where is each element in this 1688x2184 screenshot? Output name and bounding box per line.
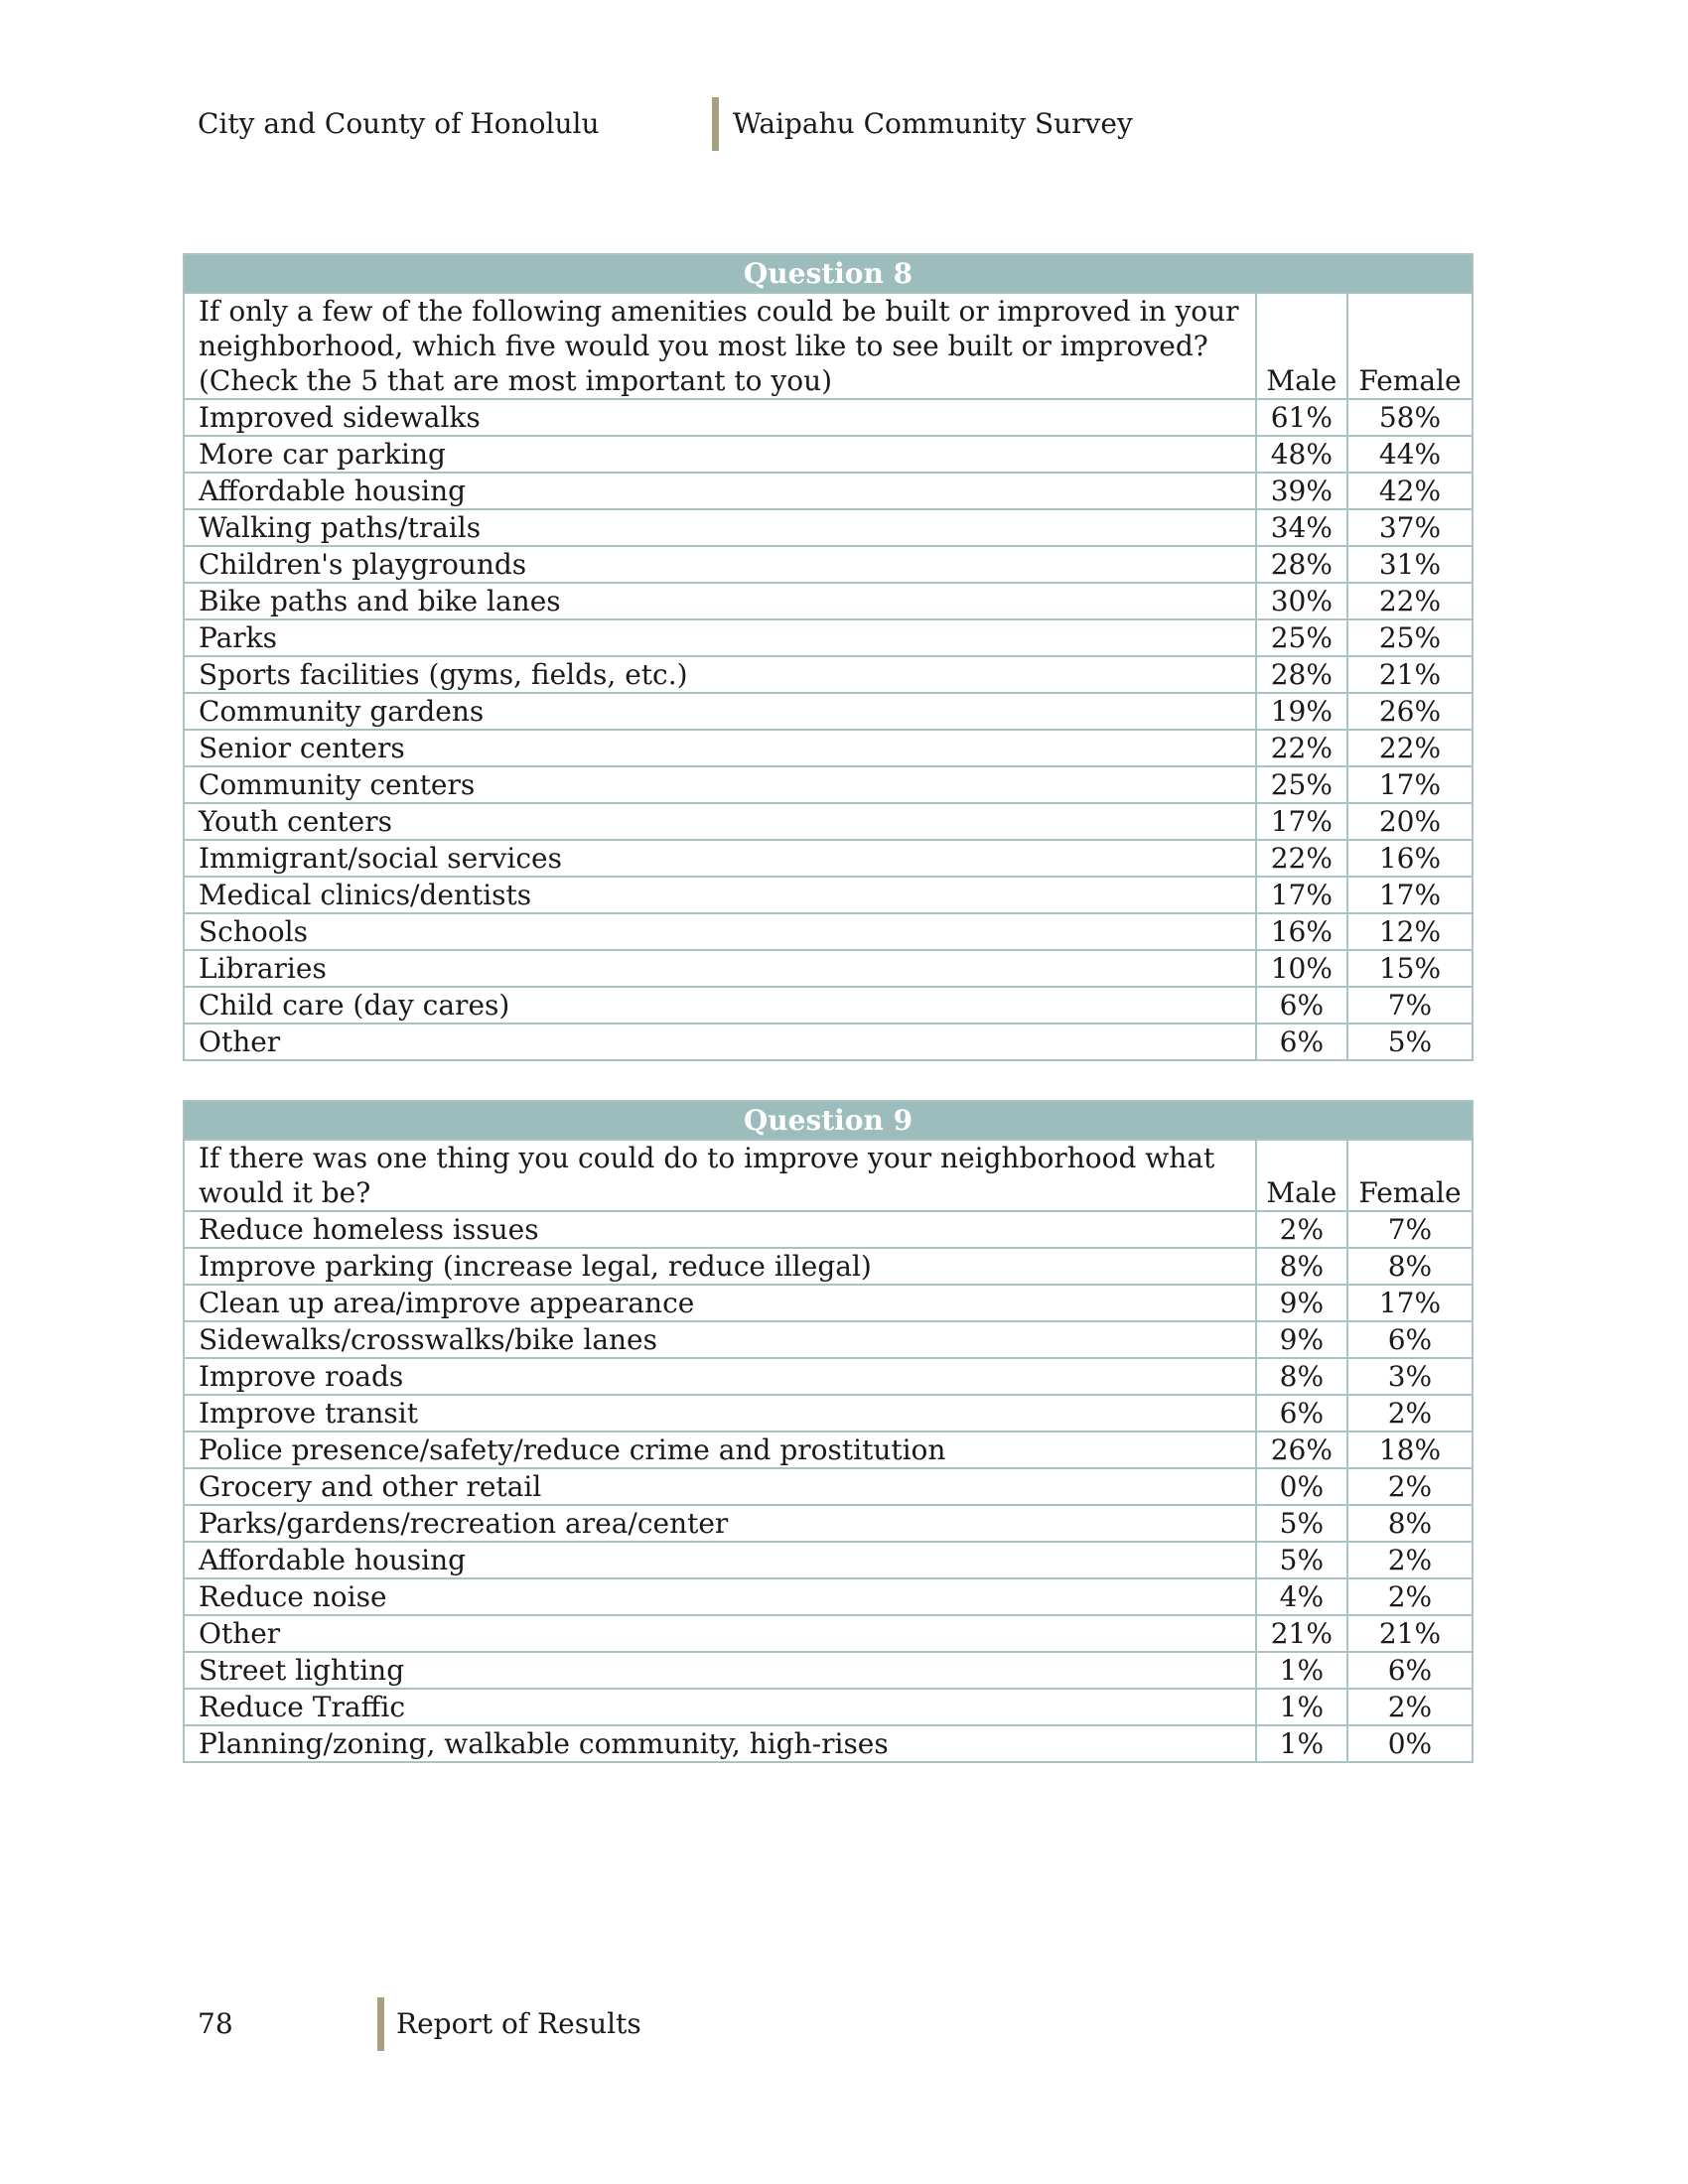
table-row [184, 1432, 1473, 1468]
table-row [184, 803, 1473, 840]
female-value: 21% [1347, 656, 1473, 693]
male-value: 22% [1256, 730, 1347, 766]
table-row [184, 950, 1473, 987]
row-label: Affordable housing [184, 473, 1256, 509]
table-row [184, 1725, 1473, 1762]
table-row [184, 1211, 1473, 1248]
female-value: 42% [1347, 473, 1473, 509]
female-value: 2% [1347, 1542, 1473, 1578]
row-label: Immigrant/social services [184, 840, 1256, 877]
page-number: 78 [198, 2007, 233, 2040]
female-value: 8% [1347, 1248, 1473, 1285]
row-label: Reduce Traffic [184, 1689, 1256, 1725]
row-label: Child care (day cares) [184, 987, 1256, 1024]
male-value: 6% [1256, 1024, 1347, 1060]
table-row [184, 913, 1473, 950]
footer-divider [377, 1997, 384, 2051]
table-row [184, 693, 1473, 730]
female-value: 22% [1347, 583, 1473, 619]
row-label: Children's playgrounds [184, 546, 1256, 583]
question-9-male-header: Male [1256, 1140, 1347, 1211]
table-row [184, 656, 1473, 693]
row-label: Libraries [184, 950, 1256, 987]
female-value: 2% [1347, 1395, 1473, 1432]
table-row [184, 509, 1473, 546]
male-value: 48% [1256, 436, 1347, 473]
female-value: 7% [1347, 1211, 1473, 1248]
table-row [184, 1358, 1473, 1395]
table-row [184, 1578, 1473, 1615]
male-value: 25% [1256, 619, 1347, 656]
male-value: 19% [1256, 693, 1347, 730]
question-9-header-row [184, 1140, 1473, 1211]
male-value: 5% [1256, 1542, 1347, 1578]
question-8-female-header: Female [1347, 293, 1473, 399]
table-row [184, 583, 1473, 619]
male-value: 8% [1256, 1358, 1347, 1395]
male-value: 9% [1256, 1321, 1347, 1358]
table-row [184, 1321, 1473, 1358]
male-value: 0% [1256, 1468, 1347, 1505]
male-value: 6% [1256, 987, 1347, 1024]
question-8-male-header: Male [1256, 293, 1347, 399]
row-label: Other [184, 1024, 1256, 1060]
male-value: 2% [1256, 1211, 1347, 1248]
male-value: 10% [1256, 950, 1347, 987]
row-label: Improve roads [184, 1358, 1256, 1395]
male-value: 16% [1256, 913, 1347, 950]
question-8-text: If only a few of the following amenities could be built or improved in your neighborhood, which five would you most like to see built or improved? (Check the 5 that are most important to you) [184, 293, 1256, 399]
header-document-title: Waipahu Community Survey [733, 107, 1133, 140]
male-value: 22% [1256, 840, 1347, 877]
female-value: 31% [1347, 546, 1473, 583]
female-value: 12% [1347, 913, 1473, 950]
male-value: 9% [1256, 1285, 1347, 1321]
table-row [184, 766, 1473, 803]
row-label: Planning/zoning, walkable community, high-rises [184, 1725, 1256, 1762]
male-value: 30% [1256, 583, 1347, 619]
row-label: More car parking [184, 436, 1256, 473]
female-value: 21% [1347, 1615, 1473, 1652]
question-9-text: If there was one thing you could do to improve your neighborhood what would it be? [184, 1140, 1256, 1211]
female-value: 17% [1347, 1285, 1473, 1321]
question-8-header-row [184, 293, 1473, 399]
row-label: Grocery and other retail [184, 1468, 1256, 1505]
female-value: 17% [1347, 877, 1473, 913]
table-row [184, 1248, 1473, 1285]
table-row [184, 1615, 1473, 1652]
table-row [184, 619, 1473, 656]
male-value: 17% [1256, 877, 1347, 913]
female-value: 0% [1347, 1725, 1473, 1762]
female-value: 16% [1347, 840, 1473, 877]
row-label: Other [184, 1615, 1256, 1652]
question-9-female-header: Female [1347, 1140, 1473, 1211]
table-row [184, 1285, 1473, 1321]
row-label: Senior centers [184, 730, 1256, 766]
row-label: Reduce homeless issues [184, 1211, 1256, 1248]
male-value: 39% [1256, 473, 1347, 509]
female-value: 18% [1347, 1432, 1473, 1468]
row-label: Police presence/safety/reduce crime and prostitution [184, 1432, 1256, 1468]
table-row [184, 1652, 1473, 1689]
male-value: 61% [1256, 399, 1347, 436]
male-value: 4% [1256, 1578, 1347, 1615]
table-row [184, 840, 1473, 877]
female-value: 58% [1347, 399, 1473, 436]
row-label: Bike paths and bike lanes [184, 583, 1256, 619]
row-label: Street lighting [184, 1652, 1256, 1689]
row-label: Schools [184, 913, 1256, 950]
question-9-title-row [184, 1101, 1473, 1140]
table-row [184, 1468, 1473, 1505]
female-value: 20% [1347, 803, 1473, 840]
male-value: 21% [1256, 1615, 1347, 1652]
row-label: Parks/gardens/recreation area/center [184, 1505, 1256, 1542]
male-value: 28% [1256, 546, 1347, 583]
male-value: 1% [1256, 1725, 1347, 1762]
female-value: 17% [1347, 766, 1473, 803]
row-label: Community gardens [184, 693, 1256, 730]
header-organization: City and County of Honolulu [198, 107, 600, 140]
row-label: Parks [184, 619, 1256, 656]
row-label: Sidewalks/crosswalks/bike lanes [184, 1321, 1256, 1358]
female-value: 8% [1347, 1505, 1473, 1542]
row-label: Improve parking (increase legal, reduce illegal) [184, 1248, 1256, 1285]
female-value: 3% [1347, 1358, 1473, 1395]
male-value: 1% [1256, 1652, 1347, 1689]
table-row [184, 1542, 1473, 1578]
female-value: 6% [1347, 1652, 1473, 1689]
row-label: Clean up area/improve appearance [184, 1285, 1256, 1321]
male-value: 28% [1256, 656, 1347, 693]
male-value: 17% [1256, 803, 1347, 840]
female-value: 7% [1347, 987, 1473, 1024]
row-label: Walking paths/trails [184, 509, 1256, 546]
row-label: Improved sidewalks [184, 399, 1256, 436]
footer-text: Report of Results [396, 2007, 641, 2040]
row-label: Medical clinics/dentists [184, 877, 1256, 913]
question-8-table [183, 253, 1474, 1061]
row-label: Youth centers [184, 803, 1256, 840]
table-row [184, 399, 1473, 436]
table-row [184, 1505, 1473, 1542]
male-value: 1% [1256, 1689, 1347, 1725]
question-9-table [183, 1100, 1474, 1763]
male-value: 6% [1256, 1395, 1347, 1432]
male-value: 5% [1256, 1505, 1347, 1542]
female-value: 5% [1347, 1024, 1473, 1060]
table-row [184, 877, 1473, 913]
female-value: 15% [1347, 950, 1473, 987]
male-value: 34% [1256, 509, 1347, 546]
male-value: 8% [1256, 1248, 1347, 1285]
header-divider [712, 97, 719, 151]
table-row [184, 987, 1473, 1024]
female-value: 37% [1347, 509, 1473, 546]
female-value: 25% [1347, 619, 1473, 656]
table-row [184, 473, 1473, 509]
table-row [184, 1024, 1473, 1060]
female-value: 44% [1347, 436, 1473, 473]
male-value: 25% [1256, 766, 1347, 803]
row-label: Improve transit [184, 1395, 1256, 1432]
row-label: Affordable housing [184, 1542, 1256, 1578]
female-value: 2% [1347, 1578, 1473, 1615]
question-9-title: Question 9 [184, 1101, 1473, 1140]
male-value: 26% [1256, 1432, 1347, 1468]
table-row [184, 546, 1473, 583]
female-value: 26% [1347, 693, 1473, 730]
table-row [184, 730, 1473, 766]
female-value: 6% [1347, 1321, 1473, 1358]
female-value: 2% [1347, 1468, 1473, 1505]
row-label: Community centers [184, 766, 1256, 803]
table-row [184, 436, 1473, 473]
table-row [184, 1689, 1473, 1725]
question-8-title: Question 8 [184, 254, 1473, 293]
question-8-title-row [184, 254, 1473, 293]
row-label: Sports facilities (gyms, fields, etc.) [184, 656, 1256, 693]
table-row [184, 1395, 1473, 1432]
row-label: Reduce noise [184, 1578, 1256, 1615]
female-value: 22% [1347, 730, 1473, 766]
female-value: 2% [1347, 1689, 1473, 1725]
